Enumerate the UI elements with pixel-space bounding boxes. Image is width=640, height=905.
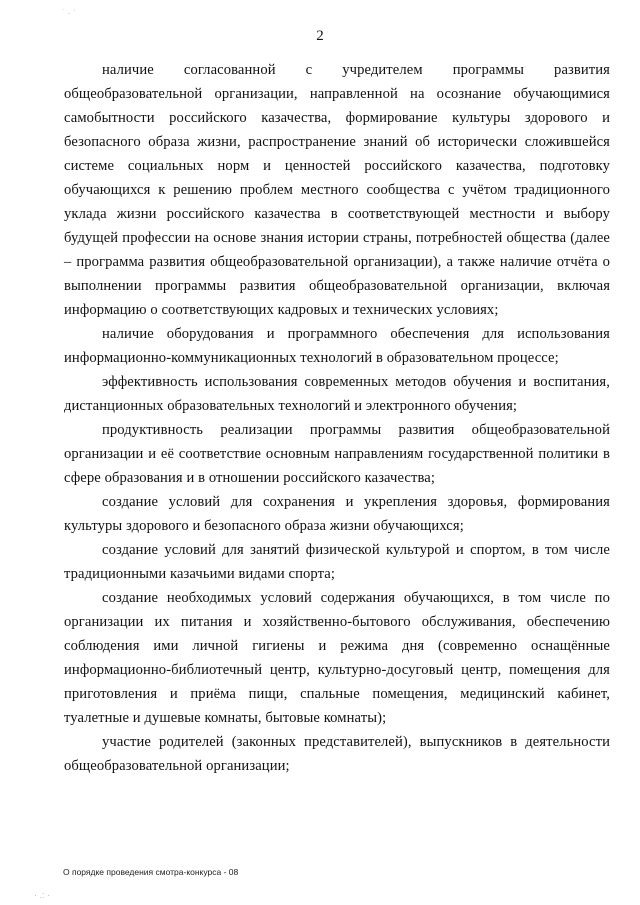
paragraph-program-productivity: продуктивность реализации программы развития общеобразовательной организации и её соответствие основным направлениям государственной политики в сфере образования и в отношении российского казачества; [64, 422, 610, 486]
paragraph-ict-equipment: наличие оборудования и программного обеспечения для использования информационно-коммуникационных технологий в образовательном процессе; [64, 326, 610, 366]
scan-artifact-mark: · .: · [34, 890, 50, 900]
paragraph-living-conditions: создание необходимых условий содержания обучающихся, в том числе по организации их питания и хозяйственно-бытового обслуживания, обеспечению соблюдения ими личной гигиены и режима дня (современно оснащённые информационно-библиотечный центр, культурно-досуговый центр, помещения для приготовления и приёма пищи, спальные помещения, медицинский кабинет, туалетные и душевые комнаты, бытовые комнаты); [64, 590, 610, 726]
paragraph-health-conditions: создание условий для сохранения и укрепления здоровья, формирования культуры здорового и безопасного образа жизни обучающихся; [64, 494, 610, 534]
paragraph-teaching-methods: эффективность использования современных методов обучения и воспитания, дистанционных образовательных технологий и электронного обучения; [64, 374, 610, 414]
scan-artifact-mark: ˙ · ˈ [62, 8, 76, 18]
paragraph-program-development: наличие согласованной с учредителем программы развития общеобразовательной организации, направленной на осознание обучающимися самобытности российского казачества, формирование культуры здорового и безопасного образа жизни, распространение знаний об исторически сложившейся системе социальных норм и ценностей российского казачества, подготовку обучающихся к решению проблем местного сообщества с учётом традиционного уклада жизни российского казачества в соответствующей местности и выбору будущей профессии на основе знания истории страны, потребностей общества (далее – программа развития общеобразовательной организации), а также наличие отчёта о выполнении программы развития общеобразовательной организации, включая информацию о соответствующих кадровых и технических условиях; [64, 62, 610, 318]
page-number: 2 [316, 28, 324, 44]
page-footer: О порядке проведения смотра-конкурса - 08 [63, 867, 239, 877]
paragraph-parent-participation: участие родителей (законных представителей), выпускников в деятельности общеобразовательной организации; [64, 734, 610, 774]
paragraph-sports-conditions: создание условий для занятий физической культурой и спортом, в том числе традиционными казачьими видами спорта; [64, 542, 610, 582]
document-body [64, 58, 610, 778]
